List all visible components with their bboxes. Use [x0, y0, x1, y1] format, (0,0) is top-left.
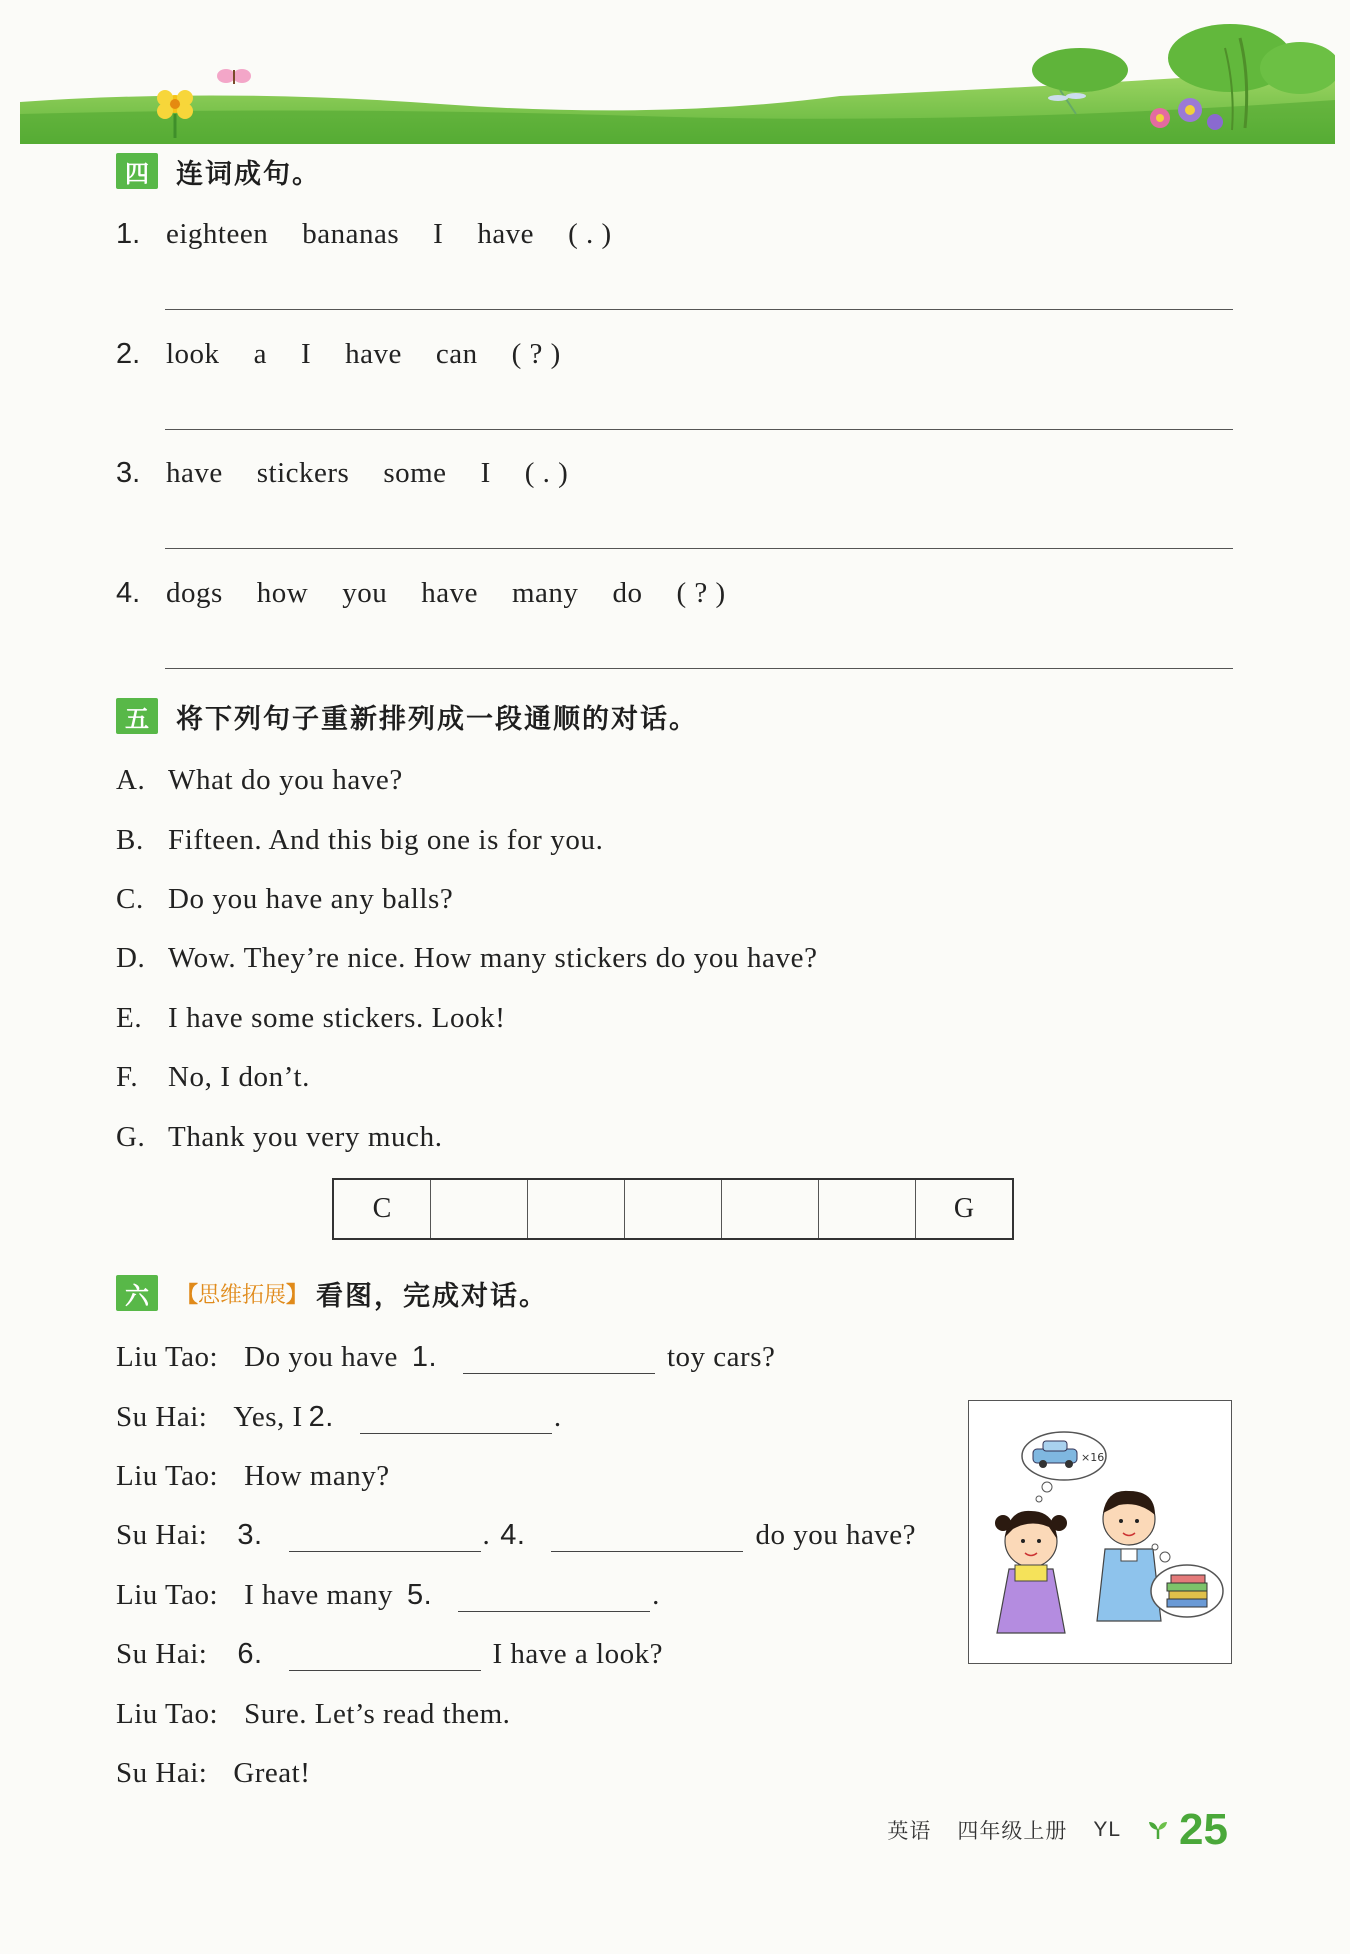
- speaker: Su Hai:: [116, 1400, 208, 1433]
- section-number-badge: 五: [116, 698, 158, 734]
- fill-blank[interactable]: [289, 1638, 481, 1671]
- question-item: [116, 573, 760, 613]
- option-text: Wow. They’re nice. How many stickers do you have?: [168, 941, 818, 974]
- section-title: 连词成句。: [176, 158, 321, 190]
- dialogue-option: [116, 820, 603, 860]
- word: can: [435, 337, 478, 370]
- svg-text:×16: ×16: [1081, 1451, 1105, 1464]
- section-number-badge: 四: [116, 153, 158, 189]
- books-icon: [1167, 1575, 1207, 1607]
- option-letter: E.: [116, 1001, 143, 1034]
- dialogue-line: Liu Tao: I have many 5. .: [116, 1578, 660, 1611]
- blank-number: 3.: [237, 1518, 263, 1551]
- grass-banner-illustration: [20, 18, 1335, 144]
- answer-line[interactable]: [165, 668, 1233, 669]
- question-number: 1.: [116, 217, 141, 250]
- answer-cell[interactable]: [431, 1180, 528, 1238]
- answer-cell[interactable]: [625, 1180, 722, 1238]
- dialogue-line: Liu Tao: Do you have 1. toy cars?: [116, 1340, 776, 1373]
- answer-line[interactable]: [165, 309, 1233, 310]
- answer-cell[interactable]: [819, 1180, 916, 1238]
- edition-label: YL: [1093, 1818, 1122, 1841]
- question-number: 4.: [116, 576, 141, 609]
- speaker: Liu Tao:: [116, 1459, 219, 1492]
- dialogue-line: Su Hai: Great!: [116, 1756, 311, 1789]
- dialogue-line: Liu Tao: Sure. Let’s read them.: [116, 1697, 511, 1730]
- word: dogs: [166, 576, 223, 609]
- option-letter: A.: [116, 763, 146, 796]
- sprout-icon: [1147, 1819, 1169, 1841]
- option-text: No, I don’t.: [168, 1060, 310, 1093]
- dialogue-line: Su Hai: Yes, I 2. .: [116, 1400, 562, 1433]
- blank-number: 6.: [237, 1637, 263, 1670]
- blank-number: 5.: [406, 1578, 433, 1611]
- answer-cell[interactable]: [722, 1180, 819, 1238]
- word: have: [477, 217, 535, 250]
- word: how: [256, 576, 309, 609]
- word: bananas: [302, 217, 400, 250]
- option-text: Fifteen. And this big one is for you.: [168, 823, 604, 856]
- option-text: Thank you very much.: [168, 1120, 443, 1153]
- section-number-badge: 六: [116, 1275, 158, 1311]
- section-six-heading: [116, 1272, 548, 1314]
- blank-number: 2.: [308, 1400, 334, 1433]
- word: you: [342, 576, 388, 609]
- speaker: Su Hai:: [116, 1756, 208, 1789]
- option-letter: B.: [116, 823, 144, 856]
- speaker: Su Hai:: [116, 1518, 208, 1551]
- question-item: [116, 334, 595, 374]
- punctuation-hint: ( ? ): [676, 576, 726, 609]
- word: stickers: [256, 456, 350, 489]
- option-text: I have some stickers. Look!: [168, 1001, 506, 1034]
- section-title: 看图，完成对话。: [316, 1280, 549, 1312]
- fill-blank[interactable]: [463, 1341, 655, 1374]
- question-item: [116, 453, 602, 493]
- dialogue-option: [116, 1117, 443, 1157]
- order-answer-table: [332, 1178, 1014, 1240]
- answer-cell: C: [334, 1180, 431, 1238]
- fill-blank[interactable]: [551, 1519, 743, 1552]
- page-footer: [887, 1805, 1228, 1855]
- option-text: What do you have?: [168, 763, 403, 796]
- word: many: [512, 576, 579, 609]
- question-number: 2.: [116, 337, 141, 370]
- word: have: [421, 576, 478, 609]
- option-letter: C.: [116, 882, 144, 915]
- children-illustration: [968, 1400, 1232, 1664]
- word: have: [345, 337, 402, 370]
- option-letter: D.: [116, 941, 146, 974]
- grade-label: 四年级上册: [957, 1819, 1068, 1843]
- section-title: 将下列句子重新排列成一段通顺的对话。: [176, 703, 698, 735]
- section-five-heading: [116, 695, 698, 737]
- option-letter: G.: [116, 1120, 146, 1153]
- dialogue-option: [116, 938, 818, 978]
- speaker: Liu Tao:: [116, 1578, 219, 1611]
- fill-blank[interactable]: [289, 1519, 481, 1552]
- dialogue-option: [116, 998, 506, 1038]
- option-letter: F.: [116, 1060, 139, 1093]
- boy-figure: [1097, 1491, 1161, 1621]
- dialogue-option: [116, 1057, 310, 1097]
- fill-blank[interactable]: [360, 1401, 552, 1434]
- dialogue-option: [116, 879, 453, 919]
- word: do: [612, 576, 643, 609]
- word: look: [166, 337, 220, 370]
- answer-cell: G: [953, 1193, 975, 1224]
- girl-figure: [995, 1511, 1067, 1633]
- dialogue-line: Liu Tao: How many?: [116, 1459, 390, 1492]
- question-number: 3.: [116, 456, 141, 489]
- butterfly-icon: [217, 69, 251, 84]
- speaker: Liu Tao:: [116, 1340, 219, 1373]
- word: I: [433, 217, 444, 250]
- punctuation-hint: ( . ): [568, 217, 612, 250]
- dialogue-option: [116, 760, 403, 800]
- word: have: [166, 456, 223, 489]
- answer-line[interactable]: [165, 429, 1233, 430]
- subject-label: 英语: [887, 1819, 932, 1843]
- punctuation-hint: ( . ): [524, 456, 569, 489]
- dialogue-line: Su Hai: 6. I have a look?: [116, 1637, 663, 1670]
- option-text: Do you have any balls?: [168, 882, 454, 915]
- answer-cell[interactable]: [528, 1180, 625, 1238]
- word: some: [383, 456, 447, 489]
- page-number: 25: [1179, 1805, 1228, 1854]
- fill-blank[interactable]: [458, 1579, 650, 1612]
- speaker: Su Hai:: [116, 1637, 208, 1670]
- word: I: [480, 456, 491, 489]
- dialogue-line: Su Hai: 3. . 4. do you have?: [116, 1518, 917, 1551]
- word: a: [253, 337, 267, 370]
- section-four-heading: [116, 150, 321, 192]
- speaker: Liu Tao:: [116, 1697, 219, 1730]
- blank-number: 1.: [411, 1340, 437, 1373]
- blank-number: 4.: [500, 1518, 526, 1551]
- answer-line[interactable]: [165, 548, 1233, 549]
- extension-tag: 【思维拓展】: [176, 1282, 309, 1308]
- word: I: [300, 337, 312, 370]
- word: eighteen: [166, 217, 269, 250]
- question-item: [116, 214, 646, 254]
- punctuation-hint: ( ? ): [511, 337, 561, 370]
